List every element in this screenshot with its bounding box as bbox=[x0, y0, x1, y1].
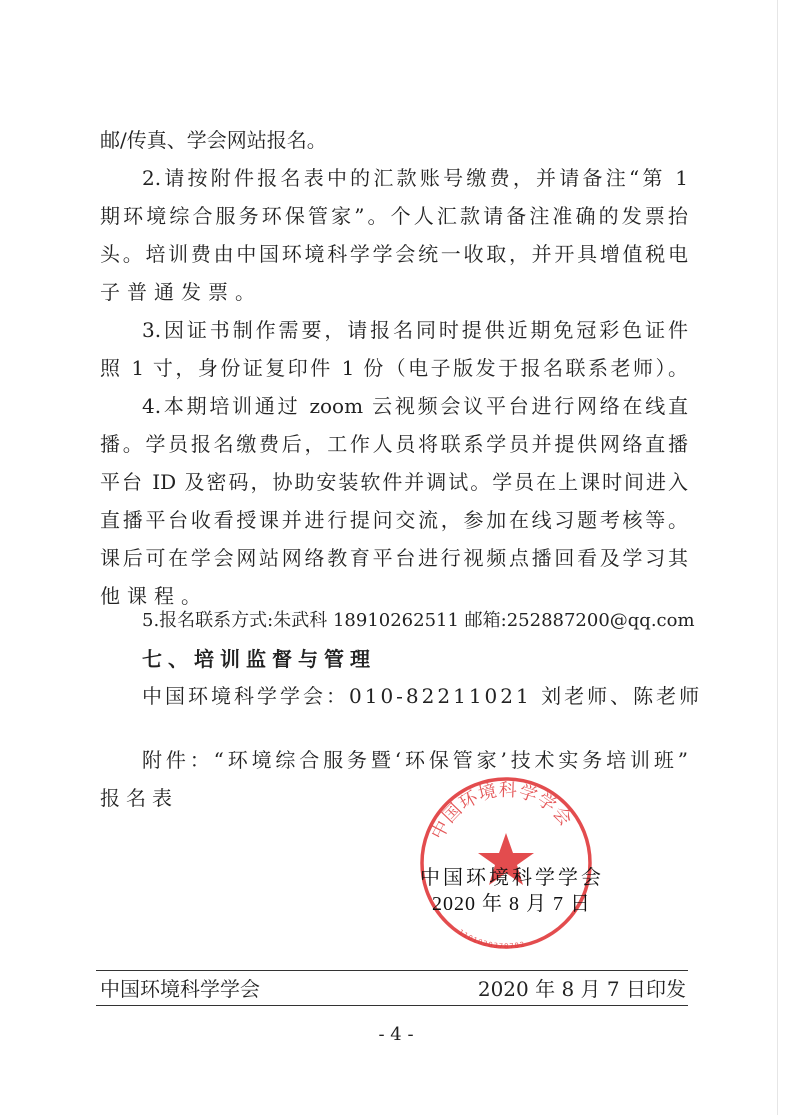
body-line: 子普通发票。 bbox=[100, 280, 262, 304]
official-seal bbox=[418, 775, 594, 951]
body-line: 2.请按附件报名表中的汇款账号缴费，并请备注“第 1 bbox=[142, 166, 688, 190]
body-line: 他课程。 bbox=[100, 584, 208, 608]
attachment-line: 附件：“环境综合服务暨‘环保管家’技术实务培训班” bbox=[142, 748, 688, 772]
body-line: 4.本期培训通过 zoom 云视频会议平台进行网络在线直 bbox=[142, 394, 688, 418]
body-line: 头。培训费由中国环境科学学会统一收取，并开具增值税电 bbox=[100, 242, 688, 266]
supervision-contact: 中国环境科学学会：010-82211021 刘老师、陈老师 bbox=[142, 684, 703, 708]
seal-number-lettering: 1101020378782 bbox=[456, 928, 527, 951]
body-line: 直播平台收看授课并进行提问交流，参加在线习题考核等。 bbox=[100, 508, 688, 532]
body-line: 5.报名联系方式:朱武科 18910262511 邮箱:252887200@qq.com bbox=[142, 610, 695, 631]
attachment-line: 报名表 bbox=[100, 786, 178, 810]
section-heading: 七、培训监督与管理 bbox=[142, 647, 376, 671]
signature-org: 中国环境科学学会 bbox=[420, 867, 604, 889]
body-line: 3.因证书制作需要，请报名同时提供近期免冠彩色证件 bbox=[142, 318, 688, 342]
body-line: 照 1 寸，身份证复印件 1 份（电子版发于报名联系老师）。 bbox=[100, 356, 688, 380]
body-line: 课后可在学会网站网络教育平台进行视频点播回看及学习其 bbox=[100, 546, 688, 570]
body-line: 邮/传真、学会网站报名。 bbox=[100, 128, 327, 152]
footer-rule-top bbox=[96, 970, 688, 971]
body-line: 期环境综合服务环保管家”。个人汇款请备注准确的发票抬 bbox=[100, 204, 688, 228]
page-number: - 4 - bbox=[378, 1024, 414, 1045]
page-edge bbox=[777, 0, 778, 1115]
signature-date: 2020 年 8 月 7 日 bbox=[432, 893, 591, 915]
body-line: 播。学员报名缴费后，工作人员将联系学员并提供网络直播 bbox=[100, 432, 688, 456]
footer-org: 中国环境科学学会 bbox=[100, 977, 260, 1001]
footer-date: 2020 年 8 月 7 日印发 bbox=[477, 977, 686, 1001]
footer-rule-bottom bbox=[96, 1005, 688, 1006]
body-line: 平台 ID 及密码，协助安装软件并调试。学员在上课时间进入 bbox=[100, 470, 688, 494]
seal-org-lettering: 中国环境科学学会 bbox=[427, 779, 577, 844]
